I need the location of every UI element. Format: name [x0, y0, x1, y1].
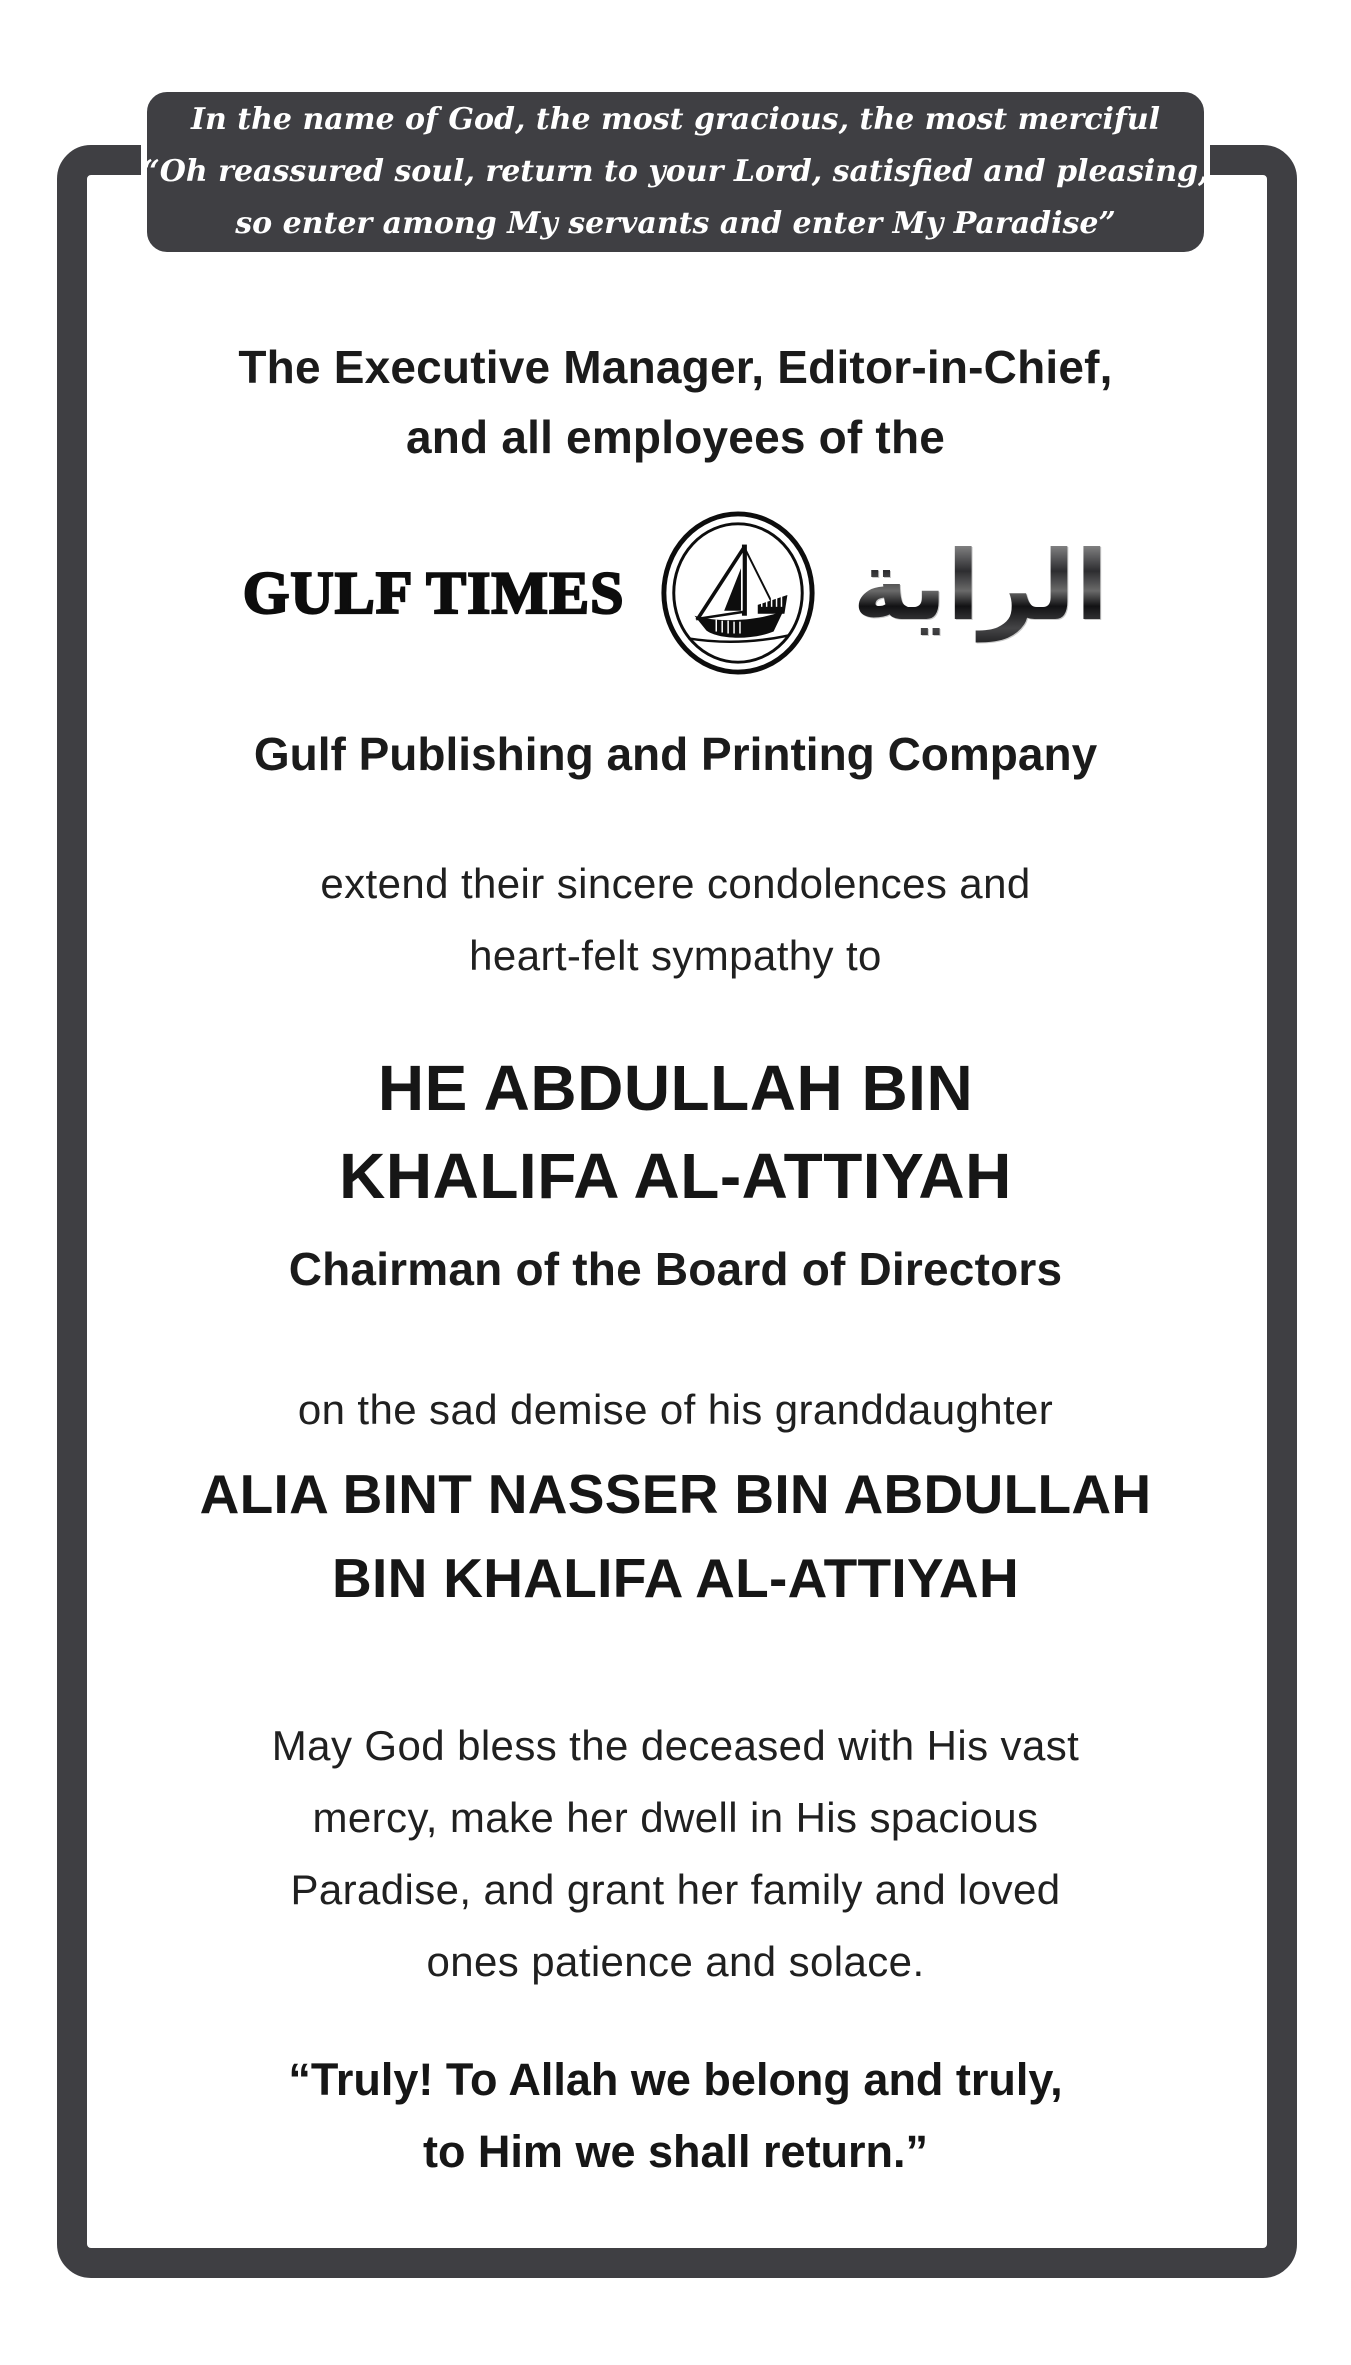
quran-quote-line1: “Truly! To Allah we belong and truly,	[288, 2054, 1063, 2105]
deceased-name-line2: BIN KHALIFA AL-ATTIYAH	[332, 1547, 1019, 1609]
condolence-statement	[87, 848, 1264, 992]
condolence-line2: heart-felt sympathy to	[469, 932, 882, 979]
company-name: Gulf Publishing and Printing Company	[253, 728, 1098, 780]
prayer-line: mercy, make her dwell in His spacious	[312, 1794, 1039, 1841]
deceased-name-line1: ALIA BINT NASSER BIN ABDULLAH	[199, 1463, 1152, 1525]
dhow-emblem-icon	[658, 509, 818, 677]
sender-intro	[87, 332, 1264, 472]
prayer-line: ones patience and solace.	[426, 1938, 925, 1985]
alraya-arabic-wordmark: الراية	[852, 538, 1108, 648]
condolence-line1: extend their sincere condolences and	[320, 860, 1031, 907]
announcement-body	[87, 177, 1264, 2247]
demise-intro: on the sad demise of his granddaughter	[297, 1386, 1054, 1433]
sender-intro-line2: and all employees of the	[405, 411, 946, 463]
sender-intro-line1: The Executive Manager, Editor-in-Chief,	[238, 341, 1113, 393]
quran-quote-line2: to Him we shall return.”	[422, 2126, 929, 2177]
recipient-name-line2: KHALIFA AL-ATTIYAH	[339, 1140, 1012, 1212]
recipient-title: Chairman of the Board of Directors	[288, 1243, 1063, 1295]
prayer-paragraph	[87, 1710, 1264, 1998]
prayer-line: May God bless the deceased with His vast	[271, 1722, 1080, 1769]
recipient-name-line1: HE ABDULLAH BIN	[377, 1052, 974, 1124]
publisher-logos	[87, 508, 1264, 678]
gulf-times-masthead: GULF TIMES	[242, 559, 625, 626]
recipient-name	[87, 1044, 1264, 1220]
badge-line: “Oh reassured soul, return to your Lord, satisfied and pleasing,	[142, 154, 1209, 189]
badge-line: so enter among My servants and enter My Paradise”	[235, 206, 1116, 241]
deceased-name	[87, 1452, 1264, 1620]
badge-line: In the name of God, the most gracious, the most merciful	[190, 102, 1161, 137]
bismillah-quote-badge	[141, 86, 1210, 258]
prayer-line: Paradise, and grant her family and loved	[290, 1866, 1061, 1913]
quran-quote	[87, 2044, 1264, 2188]
